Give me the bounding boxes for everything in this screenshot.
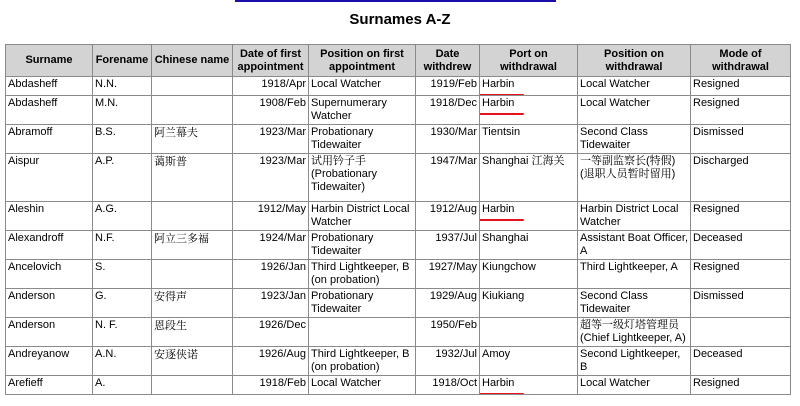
cell-mode-of-withdrawal: Resigned <box>691 202 791 231</box>
cell-date-first-appointment: 1908/Feb <box>233 96 309 125</box>
cell-port-on-withdrawal <box>480 96 578 125</box>
cell-mode-of-withdrawal: Resigned <box>691 376 791 395</box>
cell-date-first-appointment: 1918/Feb <box>233 376 309 395</box>
table-body <box>6 77 791 395</box>
table-row <box>6 289 791 318</box>
cell-surname: Arefieff <box>6 376 93 395</box>
cell-surname: Anderson <box>6 289 93 318</box>
cell-date-first-appointment: 1926/Jan <box>233 260 309 289</box>
cell-surname: Abdasheff <box>6 77 93 96</box>
cell-position-first-appointment: Third Lightkeeper, B (on probation) <box>309 260 416 289</box>
cell-surname: Anderson <box>6 318 93 347</box>
cell-port-on-withdrawal <box>480 125 578 154</box>
cell-port-on-withdrawal <box>480 260 578 289</box>
cell-date-withdrew: 1927/May <box>416 260 480 289</box>
table-row <box>6 318 791 347</box>
cell-date-withdrew: 1937/Jul <box>416 231 480 260</box>
cell-position-on-withdrawal: Second Class Tidewaiter <box>578 125 691 154</box>
port-name: Shanghai 江海关 <box>482 155 565 167</box>
cell-port-on-withdrawal <box>480 318 578 347</box>
cell-forename: S. <box>93 260 152 289</box>
cell-date-first-appointment: 1924/Mar <box>233 231 309 260</box>
table-row <box>6 125 791 154</box>
cell-forename: A.G. <box>93 202 152 231</box>
cell-forename: A.N. <box>93 347 152 376</box>
cell-mode-of-withdrawal: Deceased <box>691 347 791 376</box>
cell-date-first-appointment: 1923/Jan <box>233 289 309 318</box>
table-row <box>6 96 791 125</box>
cell-position-on-withdrawal: 一等副监察长(特假)(退职人员暂时留用) <box>578 154 691 202</box>
cell-position-first-appointment: Local Watcher <box>309 376 416 395</box>
cell-forename: N.F. <box>93 231 152 260</box>
cell-position-on-withdrawal: 超等一级灯塔管理员 (Chief Lightkeeper, A) <box>578 318 691 347</box>
cell-surname: Abramoff <box>6 125 93 154</box>
cell-date-first-appointment: 1926/Aug <box>233 347 309 376</box>
table-row <box>6 202 791 231</box>
cell-surname: Ancelovich <box>6 260 93 289</box>
cell-position-first-appointment: 试用钤子手 (Probationary Tidewaiter) <box>309 154 416 202</box>
cell-mode-of-withdrawal <box>691 318 791 347</box>
col-header-date-withdrew: Date withdrew <box>416 45 480 77</box>
cell-position-on-withdrawal: Second Class Tidewaiter <box>578 289 691 318</box>
col-header-position-on-withdrawal: Position on withdrawal <box>578 45 691 77</box>
cell-position-on-withdrawal: Assistant Boat Officer, A <box>578 231 691 260</box>
cell-date-first-appointment: 1926/Dec <box>233 318 309 347</box>
cell-mode-of-withdrawal: Dismissed <box>691 125 791 154</box>
cell-date-first-appointment: 1918/Apr <box>233 77 309 96</box>
cell-port-on-withdrawal <box>480 231 578 260</box>
port-name: Tientsin <box>482 126 521 138</box>
cell-port-on-withdrawal <box>480 347 578 376</box>
table-row <box>6 154 791 202</box>
cell-chinese-name: 阿立三多福 <box>152 231 233 260</box>
cell-port-on-withdrawal <box>480 289 578 318</box>
table-row <box>6 77 791 96</box>
page-title: Surnames A-Z <box>349 11 451 28</box>
cell-position-first-appointment: Harbin District Local Watcher <box>309 202 416 231</box>
cell-mode-of-withdrawal: Resigned <box>691 77 791 96</box>
cell-date-first-appointment: 1923/Mar <box>233 154 309 202</box>
cell-surname: Alexandroff <box>6 231 93 260</box>
col-header-position-first-appointment: Position on first appointment <box>309 45 416 77</box>
cell-position-first-appointment: Local Watcher <box>309 77 416 96</box>
port-name: Amoy <box>482 348 511 360</box>
cell-date-withdrew: 1930/Mar <box>416 125 480 154</box>
cell-position-first-appointment: Probationary Tidewaiter <box>309 125 416 154</box>
cell-date-withdrew: 1918/Oct <box>416 376 480 395</box>
cell-chinese-name: 安逐侠诺 <box>152 347 233 376</box>
cell-forename: B.S. <box>93 125 152 154</box>
cell-mode-of-withdrawal: Resigned <box>691 260 791 289</box>
col-header-mode-of-withdrawal: Mode of withdrawal <box>691 45 791 77</box>
cell-mode-of-withdrawal: Dismissed <box>691 289 791 318</box>
cell-date-first-appointment: 1912/May <box>233 202 309 231</box>
cell-position-first-appointment: Third Lightkeeper, B (on probation) <box>309 347 416 376</box>
cell-position-first-appointment: Probationary Tidewaiter <box>309 231 416 260</box>
port-name-underlined: Harbin <box>482 203 515 215</box>
cell-surname: Andreyanow <box>6 347 93 376</box>
cell-surname: Aispur <box>6 154 93 202</box>
col-header-surname: Surname <box>6 45 93 77</box>
cell-chinese-name <box>152 77 233 96</box>
port-name-underlined: Harbin <box>482 97 515 109</box>
cell-position-on-withdrawal: Local Watcher <box>578 376 691 395</box>
cell-position-first-appointment: Supernumerary Watcher <box>309 96 416 125</box>
col-header-port-on-withdrawal: Port on withdrawal <box>480 45 578 77</box>
cell-date-withdrew: 1929/Aug <box>416 289 480 318</box>
cell-chinese-name: 蔼斯普 <box>152 154 233 202</box>
table-row <box>6 347 791 376</box>
cell-chinese-name: 恩段生 <box>152 318 233 347</box>
top-link[interactable] <box>235 0 556 2</box>
cell-date-first-appointment: 1923/Mar <box>233 125 309 154</box>
cell-mode-of-withdrawal: Deceased <box>691 231 791 260</box>
table-row <box>6 260 791 289</box>
port-name: Kiungchow <box>482 261 536 273</box>
port-name: Kiukiang <box>482 290 525 302</box>
cell-forename: M.N. <box>93 96 152 125</box>
cell-chinese-name <box>152 96 233 125</box>
staff-roster-table <box>5 44 791 395</box>
cell-position-on-withdrawal: Harbin District Local Watcher <box>578 202 691 231</box>
cell-port-on-withdrawal <box>480 154 578 202</box>
cell-chinese-name <box>152 260 233 289</box>
cell-port-on-withdrawal <box>480 202 578 231</box>
cell-chinese-name <box>152 202 233 231</box>
cell-chinese-name <box>152 376 233 395</box>
cell-position-on-withdrawal: Third Lightkeeper, A <box>578 260 691 289</box>
cell-chinese-name: 安得声 <box>152 289 233 318</box>
cell-position-first-appointment: Probationary Tidewaiter <box>309 289 416 318</box>
col-header-date-first-appointment: Date of first appointment <box>233 45 309 77</box>
cell-position-on-withdrawal: Local Watcher <box>578 77 691 96</box>
cell-date-withdrew: 1919/Feb <box>416 77 480 96</box>
table-row <box>6 376 791 395</box>
cell-surname: Aleshin <box>6 202 93 231</box>
cell-forename: G. <box>93 289 152 318</box>
cell-date-withdrew: 1918/Dec <box>416 96 480 125</box>
cell-date-withdrew: 1932/Jul <box>416 347 480 376</box>
cell-date-withdrew: 1950/Feb <box>416 318 480 347</box>
table-header-row <box>6 45 791 77</box>
cell-forename: A. <box>93 376 152 395</box>
cell-position-first-appointment <box>309 318 416 347</box>
cell-mode-of-withdrawal: Discharged <box>691 154 791 202</box>
cell-chinese-name: 阿兰幕夫 <box>152 125 233 154</box>
cell-surname: Abdasheff <box>6 96 93 125</box>
cell-position-on-withdrawal: Second Lightkeeper, B <box>578 347 691 376</box>
port-name: Shanghai <box>482 232 529 244</box>
cell-forename: A.P. <box>93 154 152 202</box>
cell-forename: N. F. <box>93 318 152 347</box>
cell-port-on-withdrawal <box>480 376 578 395</box>
cell-date-withdrew: 1912/Aug <box>416 202 480 231</box>
cell-port-on-withdrawal <box>480 77 578 96</box>
port-name-underlined: Harbin <box>482 78 515 90</box>
col-header-forename: Forename <box>93 45 152 77</box>
cell-date-withdrew: 1947/Mar <box>416 154 480 202</box>
cell-forename: N.N. <box>93 77 152 96</box>
cell-mode-of-withdrawal: Resigned <box>691 96 791 125</box>
table-row <box>6 231 791 260</box>
col-header-chinese-name: Chinese name <box>152 45 233 77</box>
cell-position-on-withdrawal: Local Watcher <box>578 96 691 125</box>
port-name-underlined: Harbin <box>482 377 515 389</box>
